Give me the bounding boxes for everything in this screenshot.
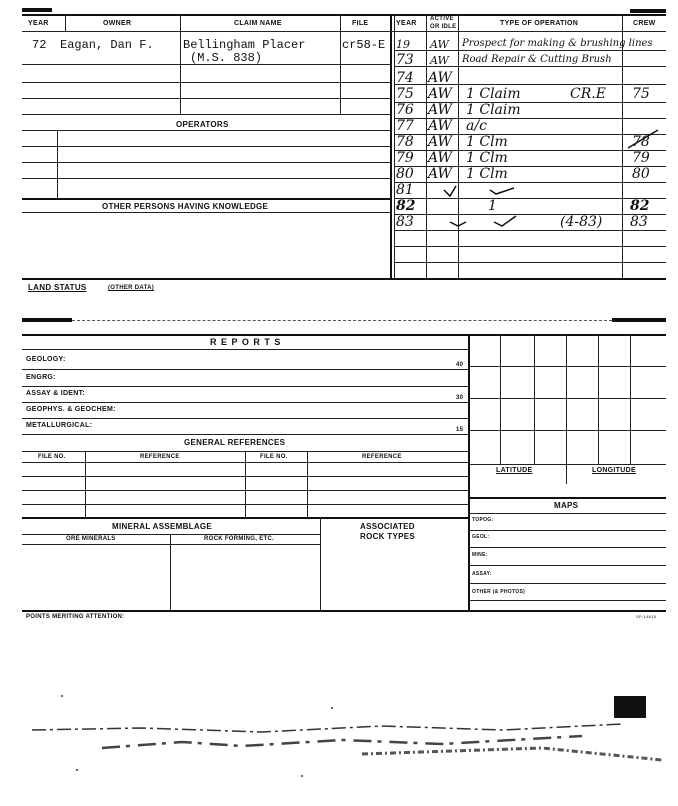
- activity-crew: 82: [630, 198, 650, 214]
- activity-operation: 1 Claim: [466, 102, 521, 118]
- activity-year: 73: [396, 52, 414, 68]
- col-line: [65, 14, 66, 32]
- record-claim-sub: (M.S. 838): [190, 51, 263, 65]
- operators-label: OPERATORS: [176, 120, 229, 129]
- activity-year: 79: [396, 150, 414, 166]
- header-rule: [22, 31, 666, 32]
- activity-operation: a/c: [466, 118, 487, 134]
- col-line: [394, 14, 395, 278]
- record-claim-name: Bellingham Placer: [183, 38, 306, 52]
- activity-year: 77: [396, 118, 414, 134]
- scan-line: [72, 320, 612, 321]
- maps-geol: GEOL:: [472, 534, 490, 540]
- activity-status: AW: [428, 86, 452, 102]
- activity-operation: 1 Claim: [466, 86, 521, 102]
- associated-label: ASSOCIATED: [360, 522, 415, 531]
- report-geophys: GEOPHYS. & GEOCHEM:: [26, 406, 116, 413]
- activity-operation: 1: [488, 198, 497, 214]
- row-rule: [22, 98, 390, 99]
- header-claim-name: CLAIM NAME: [234, 20, 282, 27]
- top-border: [22, 14, 666, 16]
- activity-status: AW: [428, 118, 452, 134]
- report-engrg: ENGRG:: [26, 374, 56, 381]
- scan-artifact: [630, 9, 666, 13]
- activity-operation: 1 Clm: [466, 166, 508, 182]
- activity-operation: (4-83): [560, 214, 603, 230]
- activity-crew: 83: [630, 214, 648, 230]
- other-persons-label: OTHER PERSONS HAVING KNOWLEDGE: [102, 202, 269, 211]
- header-type-of-operation: TYPE OF OPERATION: [500, 20, 579, 27]
- land-status-label: LAND STATUS: [28, 283, 87, 292]
- header-active: ACTIVE: [430, 16, 454, 22]
- col-line: [170, 534, 171, 610]
- activity-status: AW: [430, 38, 449, 51]
- col-file-no-1: FILE NO.: [38, 454, 66, 460]
- activity-crew: 75: [632, 86, 650, 102]
- header-file: FILE: [352, 20, 369, 27]
- col-reference-2: REFERENCE: [362, 454, 402, 460]
- activity-year: 76: [396, 102, 414, 118]
- latitude-label: LATITUDE: [496, 467, 533, 474]
- header-owner: OWNER: [103, 20, 132, 27]
- grid-line: [566, 334, 567, 464]
- grid-line: [468, 334, 470, 610]
- row-rule: [22, 146, 390, 147]
- row-rule: [22, 212, 390, 213]
- col-reference-1: REFERENCE: [140, 454, 180, 460]
- header-idle: OR IDLE: [430, 24, 457, 30]
- col-file-no-2: FILE NO.: [260, 454, 288, 460]
- section-rule: [22, 517, 468, 519]
- activity-year: 82: [396, 198, 416, 214]
- col-line: [622, 14, 623, 278]
- grid-line: [468, 398, 666, 399]
- grid-line: [468, 497, 666, 499]
- general-references-title: GENERAL REFERENCES: [184, 438, 286, 447]
- header-crew: CREW: [633, 20, 656, 27]
- activity-operation: Road Repair & Cutting Brush: [462, 54, 612, 65]
- col-line: [245, 451, 246, 517]
- reports-title: R E P O R T S: [210, 337, 282, 347]
- activity-status: AW: [428, 102, 452, 118]
- row-rule: [394, 262, 666, 263]
- section-rule: [22, 610, 666, 612]
- land-status-sub: (OTHER DATA): [108, 285, 155, 291]
- grid-line: [534, 334, 535, 464]
- activity-crew: 79: [632, 150, 650, 166]
- row-rule: [468, 513, 666, 514]
- maps-assay: ASSAY:: [472, 571, 492, 577]
- activity-crew: 80: [632, 166, 650, 182]
- col-line: [426, 14, 427, 278]
- col-line: [390, 14, 392, 278]
- activity-operation: Prospect for making & brushing lines: [462, 38, 653, 49]
- points-meriting-label: POINTS MERITING ATTENTION:: [26, 614, 125, 620]
- grid-line: [468, 366, 666, 367]
- checkmark-strokes: [440, 180, 610, 232]
- record-owner: Eagan, Dan F.: [60, 38, 154, 52]
- activity-status: AW: [428, 134, 452, 150]
- activity-status: AW: [428, 70, 452, 86]
- row-rule: [22, 369, 468, 370]
- crew-slash-mark: [626, 128, 660, 150]
- activity-year: 83: [396, 214, 414, 230]
- form-code: SP-14615: [636, 614, 657, 619]
- col-line: [458, 14, 459, 278]
- activity-note: CR.E: [570, 86, 606, 102]
- row-rule: [22, 434, 468, 435]
- grid-line: [598, 334, 599, 464]
- grid-line: [630, 334, 631, 464]
- report-num: 40: [456, 362, 464, 368]
- report-metallurgical: METALLURGICAL:: [26, 422, 93, 429]
- report-num: 15: [456, 427, 464, 433]
- row-rule: [22, 82, 390, 83]
- activity-year: 78: [396, 134, 414, 150]
- row-rule: [22, 349, 468, 350]
- grid-line: [468, 464, 666, 465]
- activity-year: 81: [396, 182, 414, 198]
- activity-year: 74: [396, 70, 414, 86]
- maps-topog: TOPOG:: [472, 517, 494, 523]
- activity-year: 19: [396, 38, 410, 51]
- scan-artifact: [612, 318, 666, 322]
- reports-top-rule: [22, 334, 666, 336]
- scan-artifact: [22, 8, 52, 12]
- col-line: [307, 451, 308, 517]
- row-rule: [394, 246, 666, 247]
- row-rule: [468, 565, 666, 566]
- row-rule: [22, 178, 390, 179]
- row-rule: [468, 547, 666, 548]
- row-rule: [22, 418, 468, 419]
- row-rule: [22, 114, 390, 115]
- report-num: 30: [456, 395, 464, 401]
- row-rule: [468, 600, 666, 601]
- row-rule: [468, 530, 666, 531]
- header-year: YEAR: [28, 20, 49, 27]
- section-rule: [22, 278, 666, 280]
- row-rule: [22, 544, 320, 545]
- row-rule: [468, 583, 666, 584]
- report-assay: ASSAY & IDENT:: [26, 390, 86, 397]
- mineral-assemblage-title: MINERAL ASSEMBLAGE: [112, 522, 213, 531]
- activity-year: 75: [396, 86, 414, 102]
- scan-noise: [22, 690, 672, 780]
- activity-status: AW: [430, 54, 449, 67]
- maps-other: OTHER (& PHOTOS): [472, 589, 526, 595]
- grid-line: [468, 430, 666, 431]
- maps-title: MAPS: [554, 501, 579, 510]
- row-rule: [22, 198, 390, 200]
- activity-crew: 78: [632, 134, 650, 150]
- rock-types-label: ROCK TYPES: [360, 532, 416, 541]
- ore-minerals-label: ORE MINERALS: [66, 536, 116, 542]
- activity-year: 80: [396, 166, 414, 182]
- row-rule: [22, 130, 390, 131]
- report-geology: GEOLOGY:: [26, 356, 66, 363]
- row-rule: [22, 386, 468, 387]
- maps-mine: MINE:: [472, 552, 488, 558]
- record-file: cr58-E: [342, 38, 386, 52]
- activity-status: AW: [428, 166, 452, 182]
- header-year-2: YEAR: [396, 20, 417, 27]
- grid-line: [566, 464, 567, 484]
- activity-operation: 1 Clm: [466, 134, 508, 150]
- row-rule: [22, 162, 390, 163]
- longitude-label: LONGITUDE: [592, 467, 636, 474]
- col-line: [57, 130, 58, 200]
- record-year: 72: [32, 38, 47, 52]
- col-line: [85, 451, 86, 517]
- grid-line: [500, 334, 501, 464]
- col-line: [320, 517, 321, 610]
- rock-forming-label: ROCK FORMING, ETC.: [204, 536, 275, 542]
- activity-operation: 1 Clm: [466, 150, 508, 166]
- row-rule: [22, 402, 468, 403]
- activity-status: AW: [428, 150, 452, 166]
- scan-artifact: [22, 318, 72, 322]
- row-rule: [22, 534, 320, 535]
